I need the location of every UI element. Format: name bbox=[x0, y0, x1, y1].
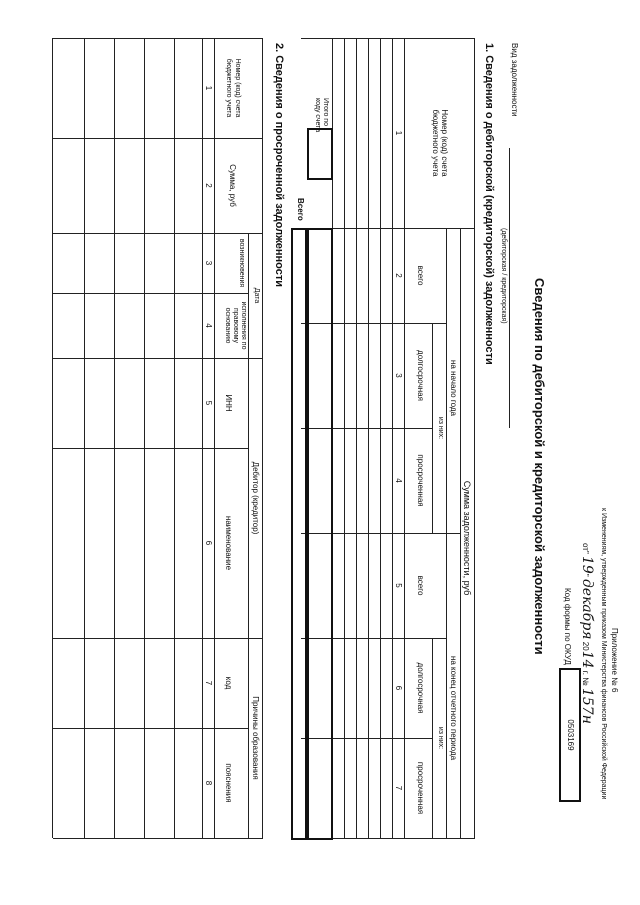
section2-heading: 2. Сведения о просроченной задолженности bbox=[273, 43, 285, 287]
s1-subtotal-label: Итого по коду счета bbox=[314, 98, 329, 133]
appendix-label: Приложение № 6 bbox=[610, 628, 619, 693]
s2-num-3: 3 bbox=[204, 260, 213, 266]
date-day: 19 bbox=[579, 556, 595, 574]
s1-num-4: 4 bbox=[394, 478, 403, 483]
s1-group-sum: Сумма задолженности, руб bbox=[462, 480, 472, 596]
s2-nums-bottom bbox=[202, 38, 203, 838]
s1-col-total-start: всего bbox=[416, 265, 425, 286]
s1-num-5: 5 bbox=[394, 583, 403, 588]
s1-num-2: 2 bbox=[394, 273, 403, 278]
s2-col-name: наименование bbox=[224, 515, 233, 571]
order-date: от" 19" декабря 2014 г. № 157н bbox=[579, 543, 595, 724]
s2-bottom-border bbox=[52, 38, 53, 838]
s1-col-overdue-start: просроченная bbox=[416, 454, 425, 507]
s2-col-due: исполнения по правовому основанию bbox=[224, 301, 247, 350]
s2-num-8: 8 bbox=[204, 780, 213, 786]
order-number: 157н bbox=[579, 687, 595, 724]
rotated-form bbox=[15, 28, 625, 888]
s1-incl-end: из них: bbox=[437, 726, 444, 750]
s2-v7 bbox=[53, 728, 249, 729]
s2-right-border bbox=[53, 838, 263, 839]
s1-group-start: на начало года bbox=[449, 360, 458, 416]
okud-code-box: 0503169 bbox=[559, 668, 581, 802]
s2-col-sum: Сумма, руб bbox=[228, 164, 237, 207]
s2-group-date: Дата bbox=[253, 287, 260, 304]
s1-subtotal-row bbox=[307, 228, 333, 840]
s1-incl-start: из них: bbox=[437, 416, 444, 440]
s2-row-line bbox=[114, 38, 115, 838]
year-prefix: 20 bbox=[581, 641, 590, 651]
s1-num-3: 3 bbox=[394, 373, 403, 378]
date-month: декабря bbox=[579, 578, 595, 640]
s2-group-reasons: Причины образования bbox=[251, 696, 260, 780]
s2-row-line bbox=[144, 38, 145, 838]
s1-grand-total-label: Всего bbox=[296, 198, 305, 221]
s2-num-2: 2 bbox=[204, 183, 213, 188]
s1-num-1: 1 bbox=[394, 130, 403, 136]
s2-num-7: 7 bbox=[204, 680, 213, 686]
s2-top-border bbox=[262, 38, 263, 838]
s2-num-1: 1 bbox=[204, 85, 213, 91]
okud-label: Код формы по ОКУД bbox=[563, 588, 572, 665]
s2-num-6: 6 bbox=[204, 540, 213, 546]
s1-nums-bottom bbox=[392, 38, 393, 838]
s2-row-line bbox=[174, 38, 175, 838]
s2-reasons-underline bbox=[248, 638, 249, 838]
s1-col-account: Номер (код) счета бюджетного учета bbox=[431, 109, 449, 177]
s2-v5 bbox=[53, 448, 249, 449]
s1-col-total-end: всего bbox=[416, 575, 425, 596]
s1-grand-total-row bbox=[291, 228, 307, 840]
s2-v3 bbox=[53, 293, 249, 294]
date-prefix: от" bbox=[581, 543, 590, 554]
section1-heading: 1. Сведения о дебиторской (кредиторской) задолженности bbox=[483, 43, 495, 365]
number-label: г. № bbox=[581, 670, 590, 686]
s2-row-line bbox=[84, 38, 85, 838]
form-title: Сведения по дебиторской и кредиторской задолженности bbox=[532, 278, 547, 655]
s2-col-explain: пояснения bbox=[224, 763, 233, 803]
year-suffix: 14 bbox=[579, 650, 595, 669]
s1-num-6: 6 bbox=[394, 685, 403, 691]
s1-left-border bbox=[301, 38, 475, 39]
s2-group-debtor: Дебитор (кредитор) bbox=[251, 461, 260, 535]
s2-header-bottom bbox=[214, 38, 215, 838]
s1-row-line bbox=[380, 38, 381, 838]
debt-type-line bbox=[509, 148, 510, 428]
appendix-line: к Изменениям, утвержденным приказом Министерства финансов Российской Федерации bbox=[600, 508, 607, 800]
s2-col-account: Номер (код) счета бюджетного учета bbox=[225, 58, 241, 118]
s2-date-underline bbox=[248, 233, 249, 358]
s1-col-long-end: долгосрочная bbox=[416, 662, 425, 714]
s1-col-overdue-end: просроченная bbox=[416, 761, 425, 815]
s1-row-line bbox=[344, 38, 345, 838]
s2-debtor-underline bbox=[248, 358, 249, 638]
s1-top-border bbox=[474, 38, 475, 838]
s1-row-line bbox=[368, 38, 369, 838]
s2-col-inn: ИНН bbox=[224, 394, 233, 412]
s2-col-origin: возникновения bbox=[238, 238, 245, 288]
s2-num-5: 5 bbox=[204, 400, 213, 406]
debt-type-label: Вид задолженности bbox=[510, 43, 519, 117]
debt-type-hint: (дебиторская / кредиторская) bbox=[500, 228, 507, 324]
s1-header-bottom bbox=[404, 38, 405, 838]
s2-col-code: код bbox=[224, 676, 233, 690]
s1-row-line bbox=[356, 38, 357, 838]
s2-num-4: 4 bbox=[204, 323, 213, 328]
s1-col-long-start: долгосрочная bbox=[416, 350, 425, 401]
s1-group-end: на конец отчетного периода bbox=[449, 655, 458, 761]
s1-num-7: 7 bbox=[394, 785, 403, 791]
